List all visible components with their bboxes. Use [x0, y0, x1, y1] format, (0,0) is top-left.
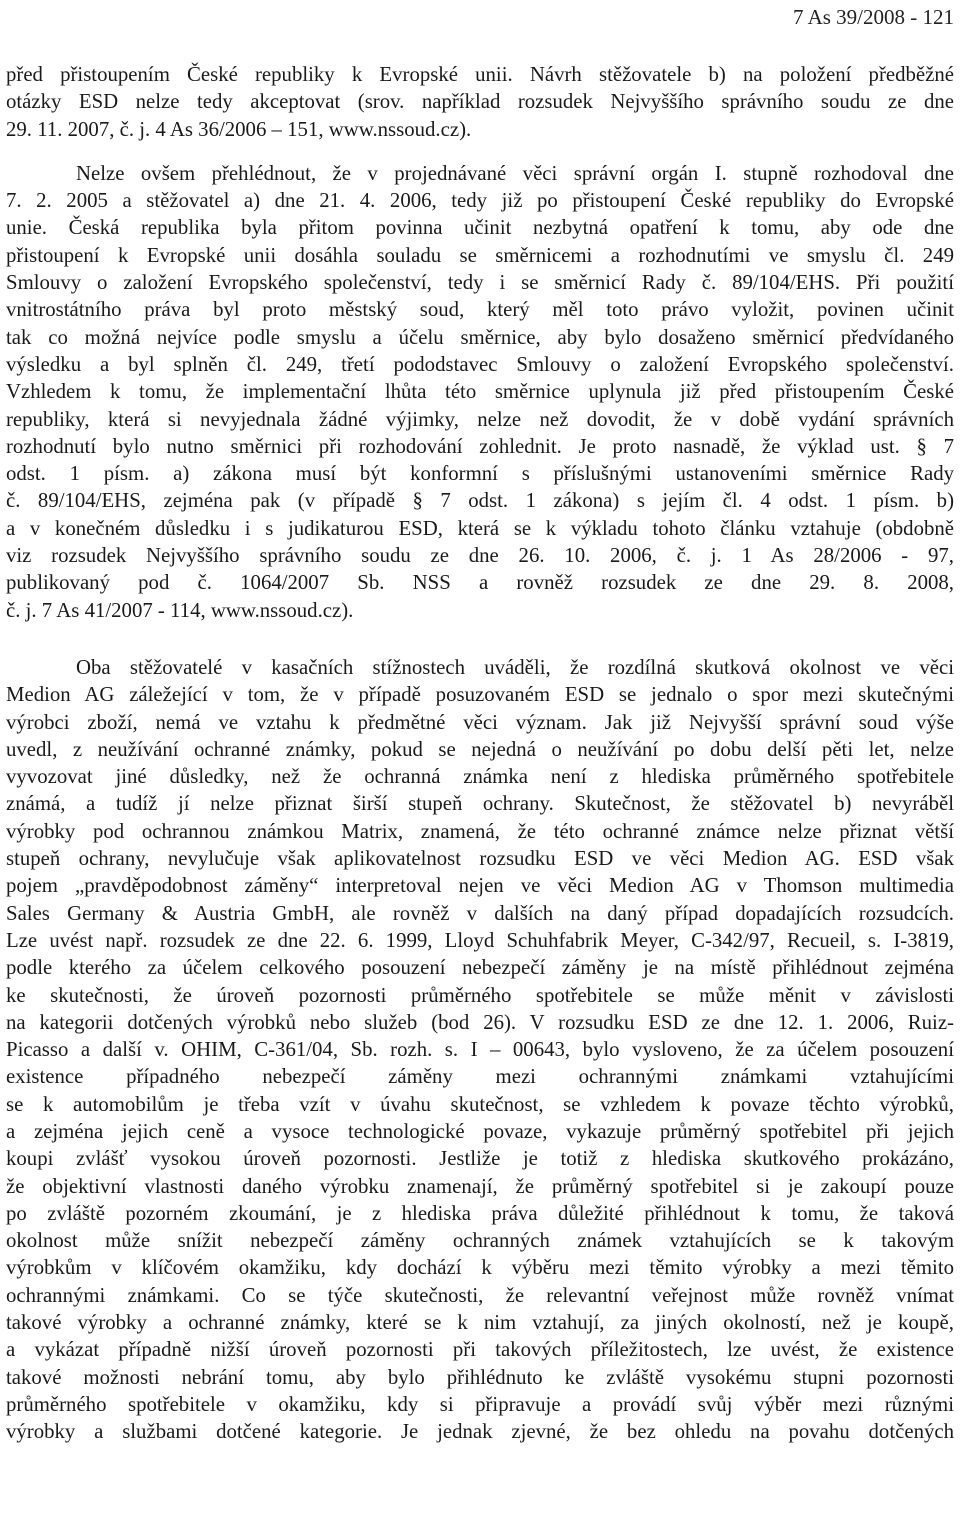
text-line: 29. 11. 2007, č. j. 4 As 36/2006 – 151, www.nssoud.cz).	[6, 117, 472, 141]
text-line: výrobky pod ochrannou známkou Matrix, znamená, že této ochranné známce nelze přiznat větší	[6, 819, 954, 843]
text-line: Vzhledem k tomu, že implementační lhůta této směrnice uplynula již před přistoupením České	[6, 380, 954, 404]
text-line: vnitrostátního práva byl proto městský soud, který měl toto právo vyložit, povinen učinit	[6, 298, 954, 322]
text-line: na kategorii dotčených výrobků nebo služeb (bod 26). V rozsudku ESD ze dne 12. 1. 2006, Ruiz-	[6, 1010, 954, 1034]
text-line: takové výrobky a ochranné známky, které se k nim vztahují, za jiných okolností, než je koupě,	[6, 1311, 954, 1335]
paragraph-1	[6, 61, 954, 143]
text-line: okolnost může snížit nebezpečí záměny ochranných známek vztahujících se k takovým	[6, 1229, 954, 1253]
text-line: otázky ESD nelze tedy akceptovat (srov. například rozsudek Nejvyššího správního soudu ze dne	[6, 90, 954, 114]
text-line: Picasso a další v. OHIM, C-361/04, Sb. rozh. s. I – 00643, bylo vysloveno, že za účelem posouzení	[6, 1038, 954, 1062]
text-line: existence případného nebezpečí záměny mezi ochrannými známkami vztahujícími	[6, 1065, 954, 1089]
text-line: podle kterého za účelem celkového posouzení nebezpečí záměny je na místě přihlédnout zejména	[6, 956, 954, 980]
text-line: koupi zvlášť vysokou úroveň pozornosti. Jestliže je totiž z hlediska skutkového prokázáno,	[6, 1147, 954, 1171]
case-reference: 7 As 39/2008 - 121	[792, 5, 954, 29]
text-line: a v konečném důsledku i s judikaturou ESD, která se k výkladu tohoto článku vztahuje (obdobně	[6, 516, 954, 540]
text-line: unie. Česká republika byla přitom povinna učinit nezbytná opatření k tomu, aby ode dne	[6, 216, 954, 240]
text-line: výsledku a byl splněn čl. 249, třetí pododstavec Smlouvy o založení Evropského společenství.	[6, 352, 954, 376]
text-line: se k automobilům je třeba vzít v úvahu skutečnost, se vzhledem k povaze těchto výrobků,	[6, 1092, 954, 1116]
text-line: republiky, která si nevyjednala žádné výjimky, nelze než dovodit, že v době vydání správních	[6, 407, 954, 431]
text-line: takové možnosti nebrání tomu, aby bylo přihlédnuto ke zvláště vysokému stupni pozornosti	[6, 1365, 954, 1389]
text-line: přistoupení k Evropské unii dosáhla souladu se směrnicemi a rozhodnutími ve smyslu čl. 249	[6, 243, 954, 267]
text-line: rozhodnutí bylo nutno směrnici při rozhodování zohlednit. Je proto nasnadě, že výklad ust. § 7	[6, 434, 954, 458]
paragraph-3	[6, 654, 954, 1446]
text-line: odst. 1 písm. a) zákona musí být konformní s příslušnými ustanoveními směrnice Rady	[6, 462, 954, 486]
document-body	[6, 61, 954, 1446]
text-line: Medion AG záležející v tom, že v případě posuzovaném ESD se jednalo o spor mezi skutečnými	[6, 683, 954, 707]
text-line: stupeň ochrany, nevylučuje však aplikovatelnost rozsudku ESD ve věci Medion AG. ESD však	[6, 847, 954, 871]
text-line: 7. 2. 2005 a stěžovatel a) dne 21. 4. 2006, tedy již po přistoupení České republiky do Evropské	[6, 189, 954, 213]
text-line: před přistoupením České republiky k Evropské unii. Návrh stěžovatele b) na položení předběžné	[6, 63, 954, 86]
text-line: č. 89/104/EHS, zejména pak (v případě § 7 odst. 1 zákona) s jejím čl. 4 odst. 1 písm. b)	[6, 489, 954, 513]
text-line: tak co možná nejvíce podle smyslu a účelu směrnice, aby bylo dosaženo směrnicí předvídaného	[6, 325, 954, 349]
text-line: Sales Germany & Austria GmbH, ale rovněž v dalších na daný případ dopadajících rozsudcích.	[6, 901, 954, 925]
text-line: výrobkům v klíčovém okamžiku, kdy dochází k výběru mezi těmito výrobky a mezi těmito	[6, 1256, 954, 1280]
text-line: výrobci zboží, nemá ve vztahu k předmětné věci význam. Jak již Nejvyšší správní soud výše	[6, 710, 954, 734]
text-line: že objektivní vlastnosti daného výrobku znamenají, že průměrný spotřebitel si je zakoupí pouze	[6, 1174, 954, 1198]
text-line: Smlouvy o založení Evropského společenství, tedy i se směrnicí Rady č. 89/104/EHS. Při použití	[6, 271, 954, 295]
text-line: výrobky a službami dotčené kategorie. Je jednak zjevné, že bez ohledu na povahu dotčených	[6, 1420, 954, 1444]
text-line: uvedl, z neužívání ochranné známky, pokud se nejedná o neužívání po dobu delší pěti let, nelze	[6, 737, 954, 761]
text-line: vyvozovat jiné důsledky, než že ochranná známka není z hlediska průměrného spotřebitele	[6, 765, 954, 789]
text-line: Nelze ovšem přehlédnout, že v projednávané věci správní orgán I. stupně rozhodoval dne	[76, 161, 954, 185]
text-line: publikovaný pod č. 1064/2007 Sb. NSS a rovněž rozsudek ze dne 29. 8. 2008,	[6, 571, 954, 595]
text-line: viz rozsudek Nejvyššího správního soudu ze dne 26. 10. 2006, č. j. 1 As 28/2006 - 97,	[6, 544, 954, 568]
text-line: č. j. 7 As 41/2007 - 114, www.nssoud.cz).	[6, 598, 354, 622]
text-line: ke skutečnosti, že úroveň pozornosti průměrného spotřebitele se může měnit v závislosti	[6, 983, 954, 1007]
text-line: po zvláště pozorném zkoumání, je z hlediska práva důležité přihlédnout k tomu, že taková	[6, 1201, 954, 1225]
paragraph-2	[6, 160, 954, 624]
text-line: ochrannými známkami. Co se týče skutečnosti, že relevantní veřejnost může rovněž vnímat	[6, 1283, 954, 1307]
text-line: průměrného spotřebitele v okamžiku, kdy si připravuje a provádí svůj výběr mezi různými	[6, 1392, 954, 1416]
text-line: pojem „pravděpodobnost záměny“ interpretoval nejen ve věci Medion AG v Thomson multimedia	[6, 874, 954, 898]
text-line: Oba stěžovatelé v kasačních stížnostech uváděli, že rozdílná skutková okolnost ve věci	[76, 655, 954, 679]
text-line: známá, a tudíž jí nelze přiznat širší stupeň ochrany. Skutečnost, že stěžovatel b) nevyráběl	[6, 792, 954, 816]
text-line: Lze uvést např. rozsudek ze dne 22. 6. 1999, Lloyd Schuhfabrik Meyer, C-342/97, Recueil, s. I-3819,	[6, 928, 954, 952]
text-line: a vykázat případně nižší úroveň pozornosti při takových příležitostech, lze uvést, že existence	[6, 1338, 954, 1362]
text-line: a zejména jejich ceně a vysoce technologické povaze, vykazuje průměrný spotřebitel při jejich	[6, 1119, 954, 1143]
